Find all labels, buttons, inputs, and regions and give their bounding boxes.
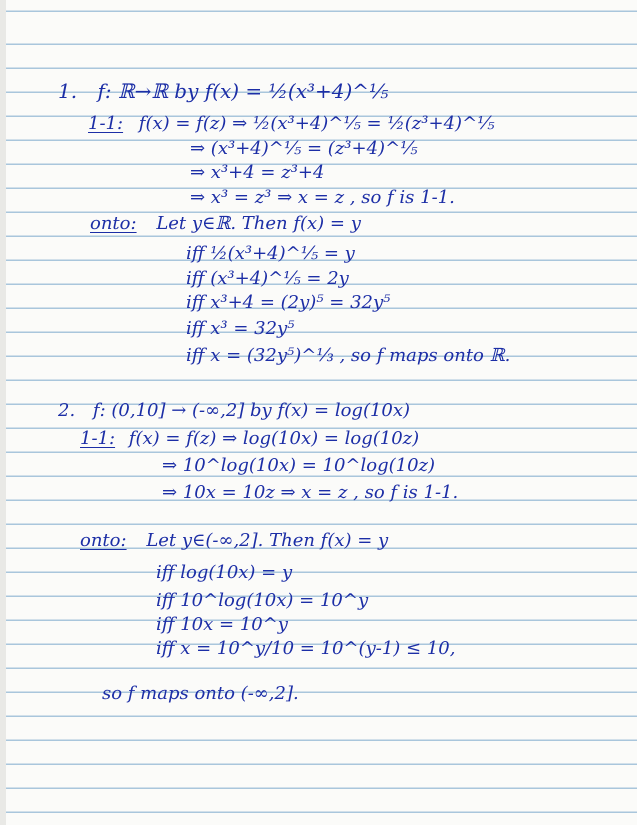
p2-one-to-one-step-1: f(x) = f(z) ⇒ log(10x) = log(10z) — [128, 428, 420, 449]
p2-onto-step-2: iff log(10x) = y — [156, 562, 293, 583]
p1-one-to-one-step-2: ⇒ (x³+4)^⅕ = (z³+4)^⅕ — [190, 138, 418, 159]
p2-onto-step-3: iff 10^log(10x) = 10^y — [156, 590, 369, 611]
p2-onto-conclusion: so f maps onto (-∞,2]. — [102, 683, 299, 704]
p2-one-to-one-step-2: ⇒ 10^log(10x) = 10^log(10z) — [162, 455, 436, 476]
p1-onto-step-1: Let y∈ℝ. Then f(x) = y — [156, 213, 361, 234]
p2-line-6 — [156, 562, 292, 584]
p1-one-to-one-step-3: ⇒ x³+4 = z³+4 — [190, 162, 325, 183]
p2-onto-step-1: Let y∈(-∞,2]. Then f(x) = y — [146, 530, 389, 551]
p1-line-3 — [190, 138, 418, 160]
p2-line-10 — [102, 683, 299, 705]
p1-line-7 — [186, 243, 355, 265]
p1-label: 1. — [58, 79, 78, 103]
p2-onto-step-5: iff x = 10^y/10 = 10^(y-1) ≤ 10, — [156, 638, 456, 659]
p1-onto-step-4: iff x³+4 = (2y)⁵ = 32y⁵ — [186, 292, 391, 313]
p2-line-7 — [156, 590, 368, 612]
p1-line-10 — [186, 318, 294, 340]
p1-line-9 — [186, 292, 390, 314]
p1-line-5 — [190, 187, 455, 209]
p1-line-6 — [90, 213, 361, 235]
p1-line-11 — [186, 345, 510, 367]
p1-line-2 — [88, 113, 495, 135]
p2-line-2 — [80, 428, 419, 450]
p2-line-3 — [162, 455, 435, 477]
p1-line-4 — [190, 162, 324, 184]
p2-label: 2. — [58, 400, 76, 421]
p1-statement: f: ℝ→ℝ by f(x) = ½(x³+4)^⅕ — [97, 79, 389, 103]
p1-onto-step-6: iff x = (32y⁵)^⅓ , so f maps onto ℝ. — [186, 345, 511, 366]
p2-onto-label: onto: — [80, 530, 127, 551]
p1-one-to-one-step-1: f(x) = f(z) ⇒ ½(x³+4)^⅕ = ½(z³+4)^⅕ — [138, 113, 495, 134]
p1-one-to-one-label: 1-1: — [88, 113, 124, 134]
p1-line-1 — [58, 80, 388, 102]
p1-one-to-one-step-4: ⇒ x³ = z³ ⇒ x = z , so f is 1-1. — [190, 187, 455, 208]
p1-line-8 — [186, 268, 349, 290]
p2-statement: f: (0,10] → (-∞,2] by f(x) = log(10x) — [92, 400, 411, 421]
p1-onto-step-2: iff ½(x³+4)^⅕ = y — [186, 243, 355, 264]
p2-line-9 — [156, 638, 455, 660]
p2-line-8 — [156, 614, 288, 636]
p1-onto-step-3: iff (x³+4)^⅕ = 2y — [186, 268, 349, 289]
p2-line-4 — [162, 482, 458, 504]
p2-one-to-one-step-3: ⇒ 10x = 10z ⇒ x = z , so f is 1-1. — [162, 482, 459, 503]
p2-onto-step-4: iff 10x = 10^y — [156, 614, 288, 635]
p1-onto-label: onto: — [90, 213, 137, 234]
p2-one-to-one-label: 1-1: — [80, 428, 116, 449]
p1-onto-step-5: iff x³ = 32y⁵ — [186, 318, 295, 339]
p2-line-5 — [80, 530, 388, 552]
page-left-edge — [0, 0, 6, 825]
p2-line-1 — [58, 400, 410, 422]
